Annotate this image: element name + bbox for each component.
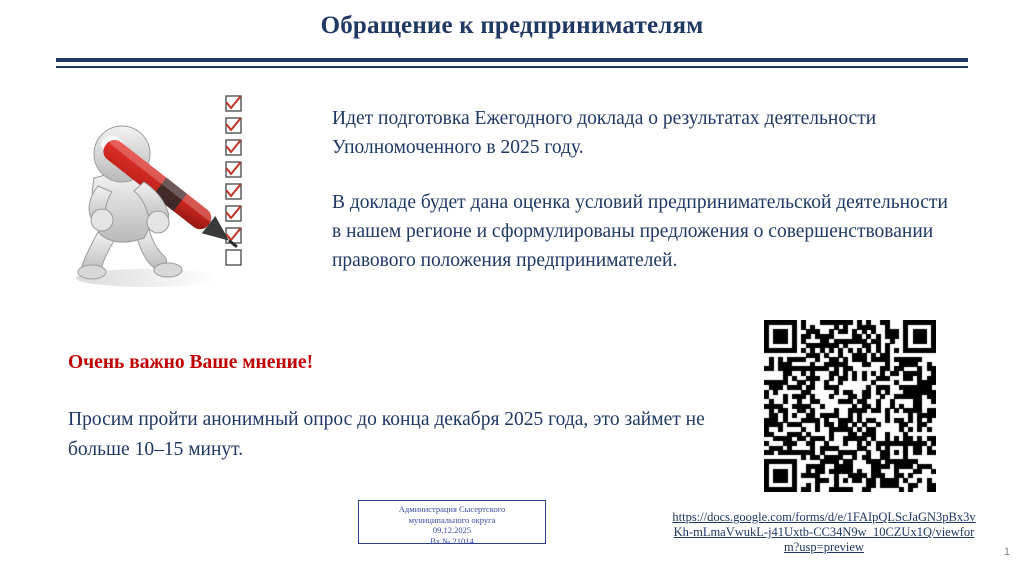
- survey-note: Просим пройти анонимный опрос до конца декабря 2025 года, это займет не больше 10–15 минут.: [68, 409, 705, 460]
- survey-link[interactable]: https://docs.google.com/forms/d/e/1FAIpQLScJaGN3pBx3vKh-mLmaVwukL-j41Uxtb-CC34N9w_10CZUx1Q/viewform?usp=preview: [672, 510, 976, 554]
- body-paragraph-1: Идет подготовка Ежегодного доклада о результатах деятельности Уполномоченного в 2025 году.: [332, 108, 877, 158]
- stamp-line-4: Вх.№ 21014: [430, 535, 474, 546]
- stamp-line-2: муниципального округа: [408, 514, 496, 525]
- checklist-illustration: [58, 82, 318, 302]
- stamp-line-3: 09.12.2025: [432, 525, 472, 535]
- registration-stamp: [358, 500, 546, 544]
- title-divider-thick: [56, 58, 968, 62]
- important-note: Очень важно Ваше мнение!: [68, 352, 314, 373]
- body-text: [332, 104, 952, 275]
- page-title: Обращение к предпринимателям: [320, 12, 704, 39]
- title-divider-thin: [56, 66, 968, 68]
- body-paragraph-2: В докладе будет дана оценка условий предпринимательской деятельности в нашем регионе и сформулированы предложения о совершенствовании правового положения предпринимателей.: [332, 192, 948, 271]
- qr-code[interactable]: [764, 320, 936, 492]
- stamp-line-1: Администрация Сысертского: [398, 504, 506, 514]
- page-number: 1: [1003, 546, 1010, 558]
